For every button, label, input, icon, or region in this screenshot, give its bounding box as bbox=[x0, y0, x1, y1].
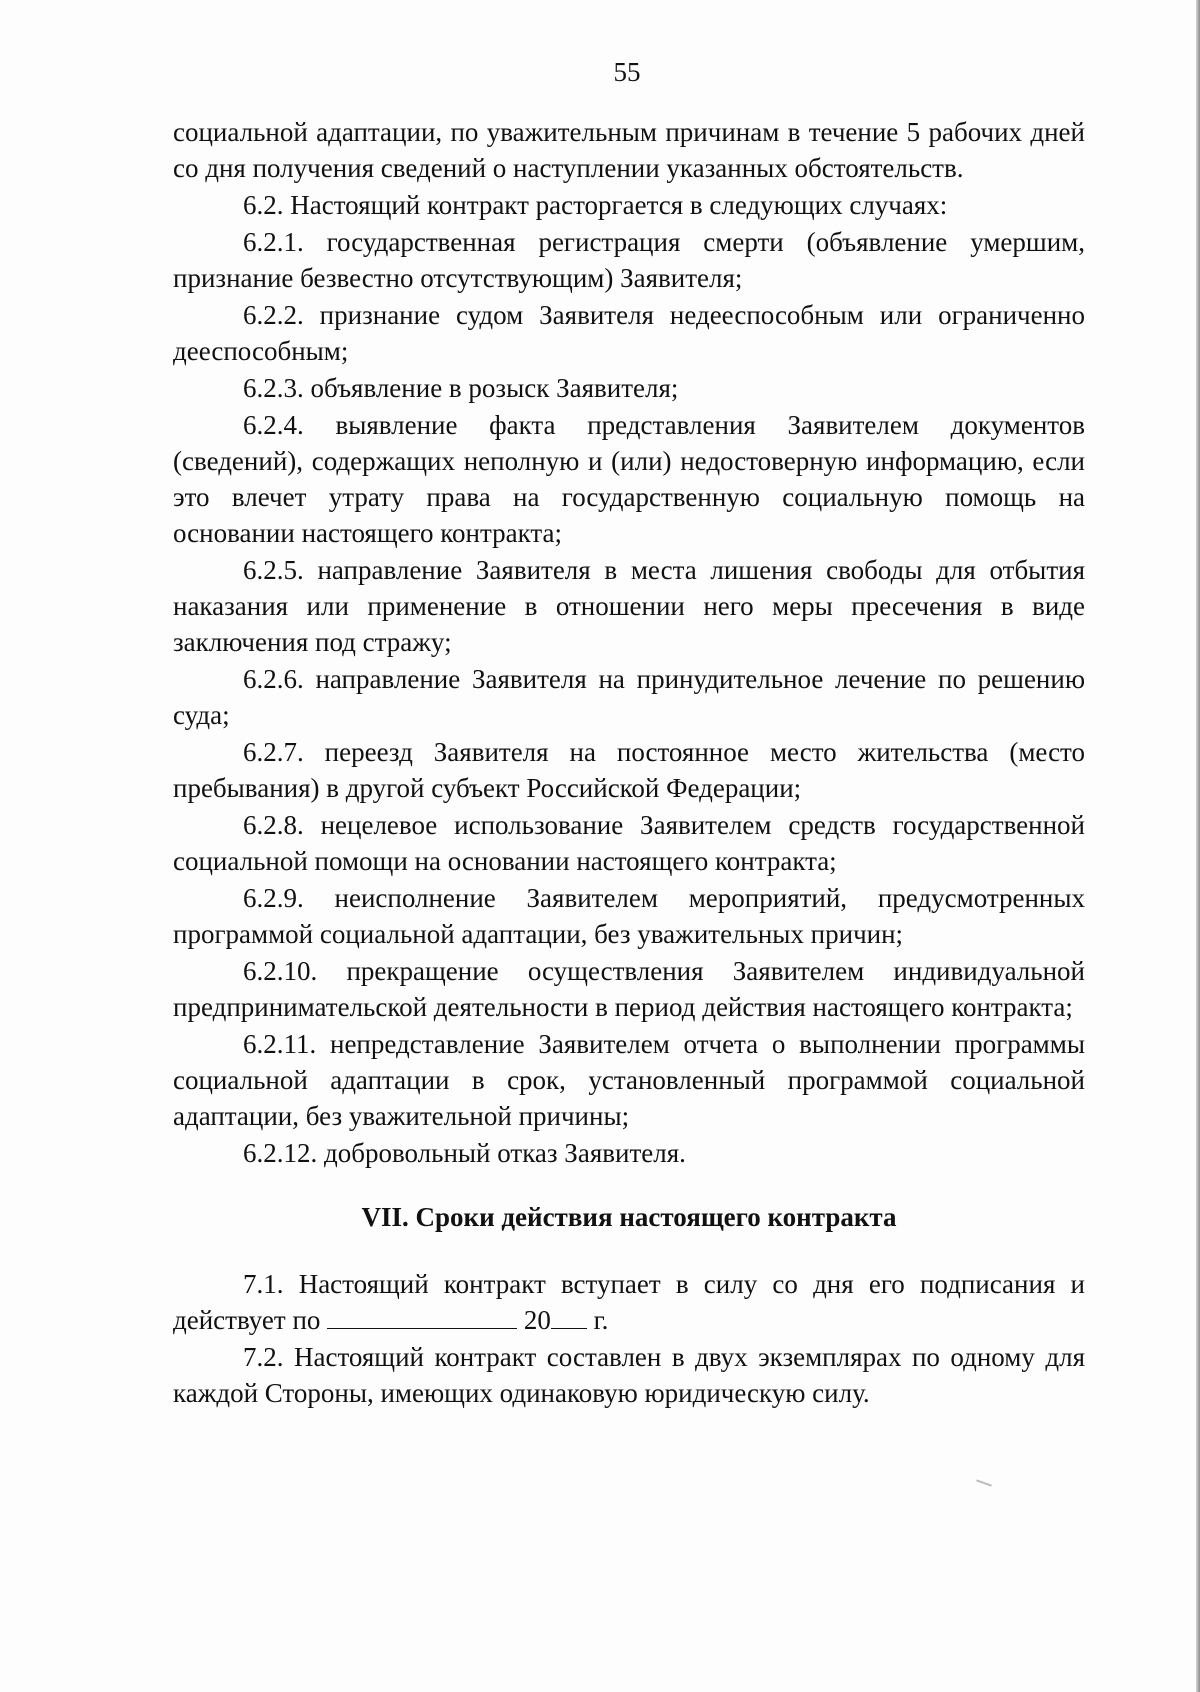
clause-7-2: 7.2. Настоящий контракт составлен в двух экземплярах по одному для каждой Стороны, имеющих одинаковую юридическую силу. bbox=[173, 1342, 1085, 1408]
page-number: 55 bbox=[613, 57, 641, 87]
clause-6-2-7: 6.2.7. переезд Заявителя на постоянное место жительства (место пребывания) в другой субъект Российской Федерации; bbox=[173, 737, 1085, 803]
clause-6-2-9: 6.2.9. неисполнение Заявителем мероприятий, предусмотренных программой социальной адаптации, без уважительных причин; bbox=[173, 883, 1085, 949]
clause-6-2-2: 6.2.2. признание судом Заявителя недееспособным или ограниченно дееспособным; bbox=[173, 300, 1085, 366]
year-blank-field[interactable] bbox=[551, 1304, 587, 1329]
year-prefix: 20 bbox=[517, 1305, 551, 1335]
clause-6-2-12: 6.2.12. добровольный отказ Заявителя. bbox=[243, 1138, 686, 1168]
clause-7-1 bbox=[173, 1266, 1085, 1338]
clause-6-2-10: 6.2.10. прекращение осуществления Заявителем индивидуальной предпринимательской деятельности в период действия настоящего контракта; bbox=[173, 956, 1085, 1022]
clause-6-2-11: 6.2.11. непредставление Заявителем отчета о выполнении программы социальной адаптации в срок, установленный программой социальной адаптации, без уважительной причины; bbox=[173, 1029, 1085, 1131]
clause-6-2-5: 6.2.5. направление Заявителя в места лишения свободы для отбытия наказания или применение в отношении него меры пресечения в виде заключения под стражу; bbox=[173, 555, 1085, 657]
year-suffix: г. bbox=[586, 1305, 609, 1335]
clause-6-2-6: 6.2.6. направление Заявителя на принудительное лечение по решению суда; bbox=[173, 664, 1085, 730]
clause-6-2-3: 6.2.3. объявление в розыск Заявителя; bbox=[243, 373, 679, 403]
scan-artifact bbox=[976, 1479, 992, 1486]
date-blank-field[interactable] bbox=[327, 1304, 517, 1329]
document-body bbox=[173, 114, 1085, 1411]
section-title: VII. Сроки действия настоящего контракта bbox=[361, 1202, 897, 1232]
clause-6-2-4: 6.2.4. выявление факта представления Заявителем документов (сведений), содержащих неполную и (или) недостоверную информацию, если это влечет утрату права на государственную социальную помощь на основании настоящего контракта; bbox=[173, 410, 1085, 548]
clause-6-2: 6.2. Настоящий контракт расторгается в следующих случаях: bbox=[243, 190, 948, 220]
paragraph-continuation: социальной адаптации, по уважительным причинам в течение 5 рабочих дней со дня получения сведений о наступлении указанных обстоятельств. bbox=[173, 117, 1085, 183]
clause-6-2-8: 6.2.8. нецелевое использование Заявителем средств государственной социальной помощи на основании настоящего контракта; bbox=[173, 810, 1085, 876]
clause-7-1-text: 7.1. Настоящий контракт вступает в силу со дня его подписания и действует по bbox=[173, 1269, 1085, 1335]
clause-6-2-1: 6.2.1. государственная регистрация смерти (объявление умершим, признание безвестно отсутствующим) Заявителя; bbox=[173, 227, 1085, 293]
